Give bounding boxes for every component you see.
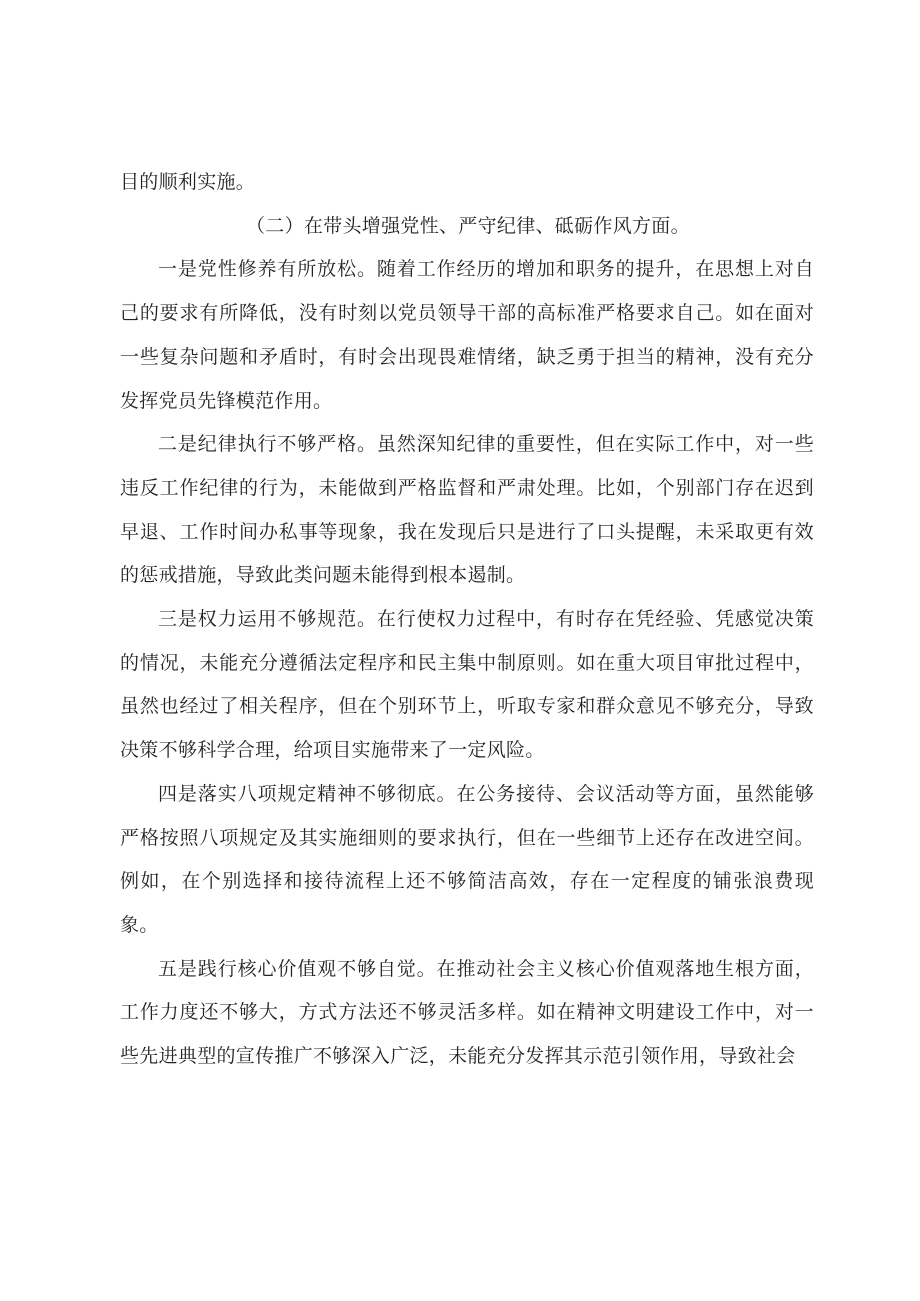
paragraph-eight-rules: 四是落实八项规定精神不够彻底。在公务接待、会议活动等方面，虽然能够严格按照八项规定及其实施细则的要求执行，但在一些细节上还存在改进空间。例如，在个别选择和接待流程上还不够简洁高效，存在一定程度的铺张浪费现象。: [120, 782, 814, 936]
document-body: [120, 161, 814, 1079]
paragraph-party-spirit: 一是党性修养有所放松。随着工作经历的增加和职务的提升，在思想上对自己的要求有所降低，没有时刻以党员领导干部的高标准严格要求自己。如在面对一些复杂问题和矛盾时，有时会出现畏难情绪，缺乏勇于担当的精神，没有充分发挥党员先锋模范作用。: [120, 258, 814, 412]
section-heading: （二）在带头增强党性、严守纪律、砥砺作风方面。: [246, 214, 690, 237]
paragraph-continuation: 目的顺利实施。: [120, 171, 256, 193]
paragraph-discipline: 二是纪律执行不够严格。虽然深知纪律的重要性，但在实际工作中，对一些违反工作纪律的行为，未能做到严格监督和严肃处理。比如，个别部门存在迟到早退、工作时间办私事等现象，我在发现后只是进行了口头提醒，未采取更有效的惩戒措施，导致此类问题未能得到根本遏制。: [120, 433, 814, 587]
paragraph-power-use: 三是权力运用不够规范。在行使权力过程中，有时存在凭经验、凭感觉决策的情况，未能充分遵循法定程序和民主集中制原则。如在重大项目审批过程中，虽然也经过了相关程序，但在个别环节上，听取专家和群众意见不够充分，导致决策不够科学合理，给项目实施带来了一定风险。: [120, 608, 814, 762]
paragraph-core-values: 五是践行核心价值观不够自觉。在推动社会主义核心价值观落地生根方面，工作力度还不够大，方式方法还不够灵活多样。如在精神文明建设工作中，对一些先进典型的宣传推广不够深入广泛，未能充分发挥其示范引领作用，导致社会: [120, 957, 814, 1068]
